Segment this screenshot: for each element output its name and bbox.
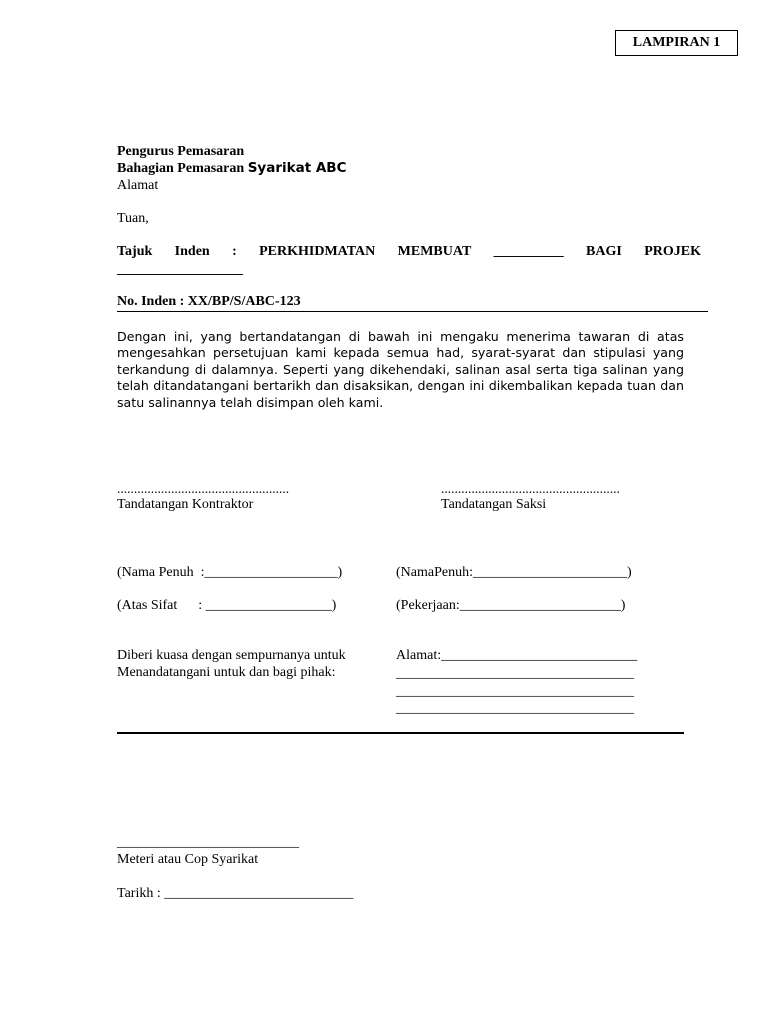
date-field: Tarikh : ___________________________ — [117, 886, 354, 901]
addressee-line-2 — [117, 160, 347, 177]
addressee-block — [117, 143, 347, 194]
witness-occupation-field: (Pekerjaan:_______________________) — [396, 598, 626, 613]
contractor-name-field: (Nama Penuh :___________________) — [117, 565, 343, 580]
title-label: Tajuk — [117, 244, 153, 259]
addressee-company: Syarikat ABC — [247, 160, 347, 176]
stamp-label: Meteri atau Cop Syarikat — [117, 852, 259, 867]
title-blank-2: __________________ — [117, 262, 243, 277]
witness-name-field: (NamaPenuh:______________________) — [396, 565, 632, 580]
stamp-line: __________________________ — [117, 835, 299, 850]
title-word-membuat: MEMBUAT — [397, 244, 472, 259]
witness-address-line-3: __________________________________ — [396, 684, 634, 699]
addressee-line-3: Alamat — [117, 178, 159, 193]
body-paragraph: Dengan ini, yang bertandatangan di bawah ini mengaku menerima tawaran di atas mengesahkan persetujuan kami kepada semua had, syarat-syarat dan stipulasi yang terkandung di dalamnya. Seperti yang dikehendaki, salinan asal serta tiga salinan yang telah ditandatangani bertarikh dan disaksikan, dengan ini dikembalikan kepada tuan dan satu salinannya telah disimpan oleh kami. — [117, 329, 684, 410]
title-line — [117, 244, 701, 260]
contractor-position-field: (Atas Sifat : __________________) — [117, 598, 337, 613]
witness-signature-label: Tandatangan Saksi — [441, 497, 547, 512]
title-word-perkhidmatan: PERKHIDMATAN — [259, 244, 376, 259]
authority-line-1: Diberi kuasa dengan sempurnanya untuk — [117, 648, 346, 663]
authority-line-2: Menandatangani untuk dan bagi pihak: — [117, 665, 336, 680]
witness-address-line-4: __________________________________ — [396, 701, 634, 716]
salutation: Tuan, — [117, 211, 149, 226]
title-colon: : — [232, 244, 237, 259]
addressee-line-1: Pengurus Pemasaran — [117, 144, 245, 159]
witness-address-field: Alamat:____________________________ — [396, 648, 638, 663]
signature-section-divider — [117, 732, 684, 734]
witness-address-line-2: __________________________________ — [396, 666, 634, 681]
attachment-label-box — [615, 30, 738, 56]
title-word-projek: PROJEK — [644, 244, 701, 259]
witness-signature-dots: ..................................................... — [441, 481, 620, 496]
title-word-bagi: BAGI — [586, 244, 622, 259]
attachment-label: LAMPIRAN 1 — [632, 35, 721, 50]
contractor-signature-label: Tandatangan Kontraktor — [117, 497, 254, 512]
title-word-inden: Inden — [174, 244, 210, 259]
inden-underline — [117, 311, 708, 312]
contractor-signature-dots: ................................................... — [117, 481, 290, 496]
addressee-department: Bahagian Pemasaran — [117, 161, 248, 176]
title-blank-1: __________ — [493, 244, 564, 259]
inden-number: No. Inden : XX/BP/S/ABC-123 — [117, 294, 301, 309]
